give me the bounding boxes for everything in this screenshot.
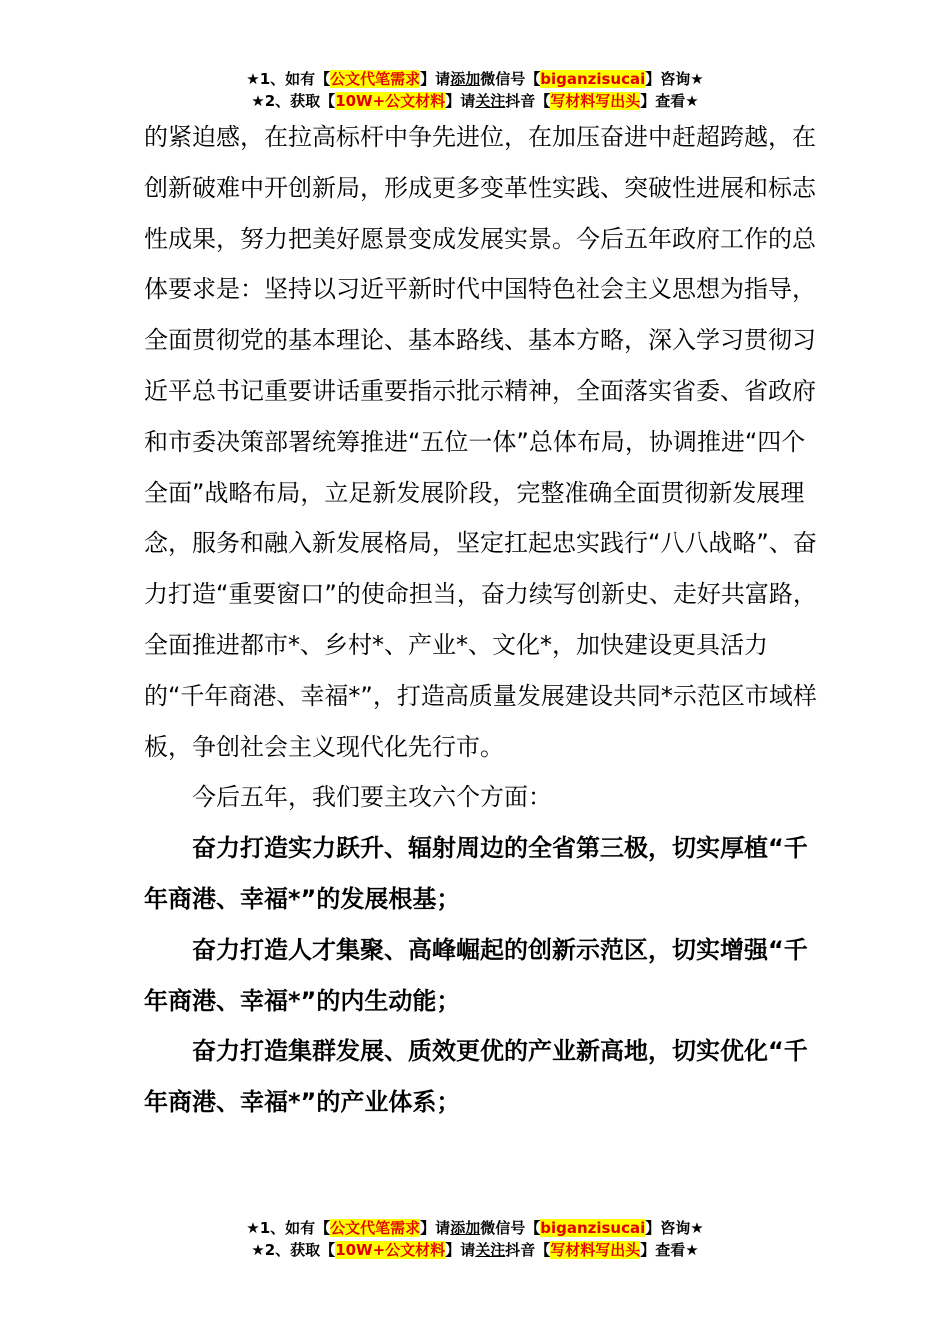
- paragraph-six-aspects-intro: 今后五年，我们要主攻六个方面：: [192, 783, 552, 812]
- footer-notice: [0, 1217, 950, 1261]
- document-body: [144, 112, 824, 1128]
- highlight-service: 公文代笔需求: [330, 70, 421, 88]
- goal-item: 奋力打造实力跃升、辐射周边的全省第三极，切实厚植“千年商港、幸福*”的发展根基；: [144, 834, 808, 913]
- header-notice-line-1: ★1、如有【公文代笔需求】请添加微信号【biganzisucai】咨询★: [246, 70, 704, 88]
- footer-notice-line-1: ★1、如有【公文代笔需求】请添加微信号【biganzisucai】咨询★: [246, 1219, 704, 1237]
- paragraph-requirements: 的紧迫感，在拉高标杆中争先进位，在加压奋进中赶超跨越，在创新破难中开创新局，形成更多变革性实践、突破性进展和标志性成果，努力把美好愿景变成发展实景。今后五年政府工作的总体要求是：坚持以习近平新时代中国特色社会主义思想为指导，全面贯彻党的基本理论、基本路线、基本方略，深入学习贯彻习近平总书记重要讲话重要指示批示精神，全面落实省委、省政府和市委决策部署统筹推进“五位一体”总体布局，协调推进“四个全面”战略布局，立足新发展阶段，完整准确全面贯彻新发展理念，服务和融入新发展格局，坚定扛起忠实践行“八八战略”、奋力打造“重要窗口”的使命担当，奋力续写创新史、走好共富路，全面推进都市*、乡村*、产业*、文化*，加快建设更具活力的“千年商港、幸福*”，打造高质量发展建设共同*示范区市域样板，争创社会主义现代化先行市。: [144, 123, 817, 761]
- highlight-douyin: 写材料写出头: [550, 92, 641, 110]
- header-notice-line-2: ★2、获取【10W+公文材料】请关注抖音【写材料写出头】查看★: [251, 92, 699, 110]
- highlight-wechat-id: biganzisucai: [540, 1219, 646, 1237]
- highlight-materials: 10W+公文材料: [335, 1241, 446, 1259]
- highlight-service: 公文代笔需求: [330, 1219, 421, 1237]
- header-notice: [0, 68, 950, 112]
- highlight-douyin: 写材料写出头: [550, 1241, 641, 1259]
- highlight-wechat-id: biganzisucai: [540, 70, 646, 88]
- highlight-materials: 10W+公文材料: [335, 92, 446, 110]
- footer-notice-line-2: ★2、获取【10W+公文材料】请关注抖音【写材料写出头】查看★: [251, 1241, 699, 1259]
- goal-item: 奋力打造集群发展、质效更优的产业新高地，切实优化“千年商港、幸福*”的产业体系；: [144, 1037, 808, 1117]
- goal-item: 奋力打造人才集聚、高峰崛起的创新示范区，切实增强“千年商港、幸福*”的内生动能；: [144, 935, 808, 1015]
